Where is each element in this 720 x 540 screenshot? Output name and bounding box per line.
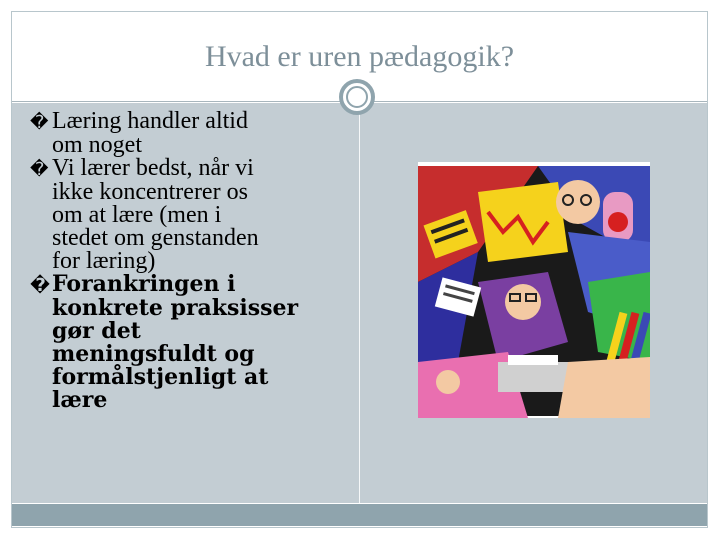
bullet-line: for læring) — [52, 248, 156, 274]
bullet-marker: � — [30, 159, 49, 180]
bullet-line: Læring handler altid — [52, 108, 248, 134]
bullet-line: lære — [52, 387, 108, 413]
slide-title: Hvad er uren pædagogik? — [204, 40, 515, 73]
bullet-item — [30, 157, 360, 273]
bullet-line: Forankringen i — [52, 271, 236, 297]
bullet-marker: � — [30, 275, 51, 296]
bullet-line: stedet om genstanden — [52, 225, 259, 251]
decorative-inner-circle — [346, 86, 368, 108]
bullet-line: meningsfuldt og — [52, 341, 255, 367]
bullet-list — [30, 110, 360, 412]
clipart-people-working-icon — [418, 162, 650, 418]
bullet-line: gør det — [52, 318, 141, 344]
bullet-item — [30, 110, 360, 157]
bullet-marker: � — [30, 112, 49, 133]
bullet-line: om at lære (men i — [52, 202, 222, 228]
bottom-bar — [12, 504, 707, 526]
bullet-item — [30, 273, 360, 412]
bullet-line: Vi lærer bedst, når vi — [52, 155, 254, 181]
bullet-line: ikke koncentrerer os — [52, 179, 248, 205]
bullet-line: konkrete praksisser — [52, 295, 299, 321]
bullet-line: om noget — [52, 132, 142, 158]
bullet-line: formålstjenligt at — [52, 364, 269, 390]
